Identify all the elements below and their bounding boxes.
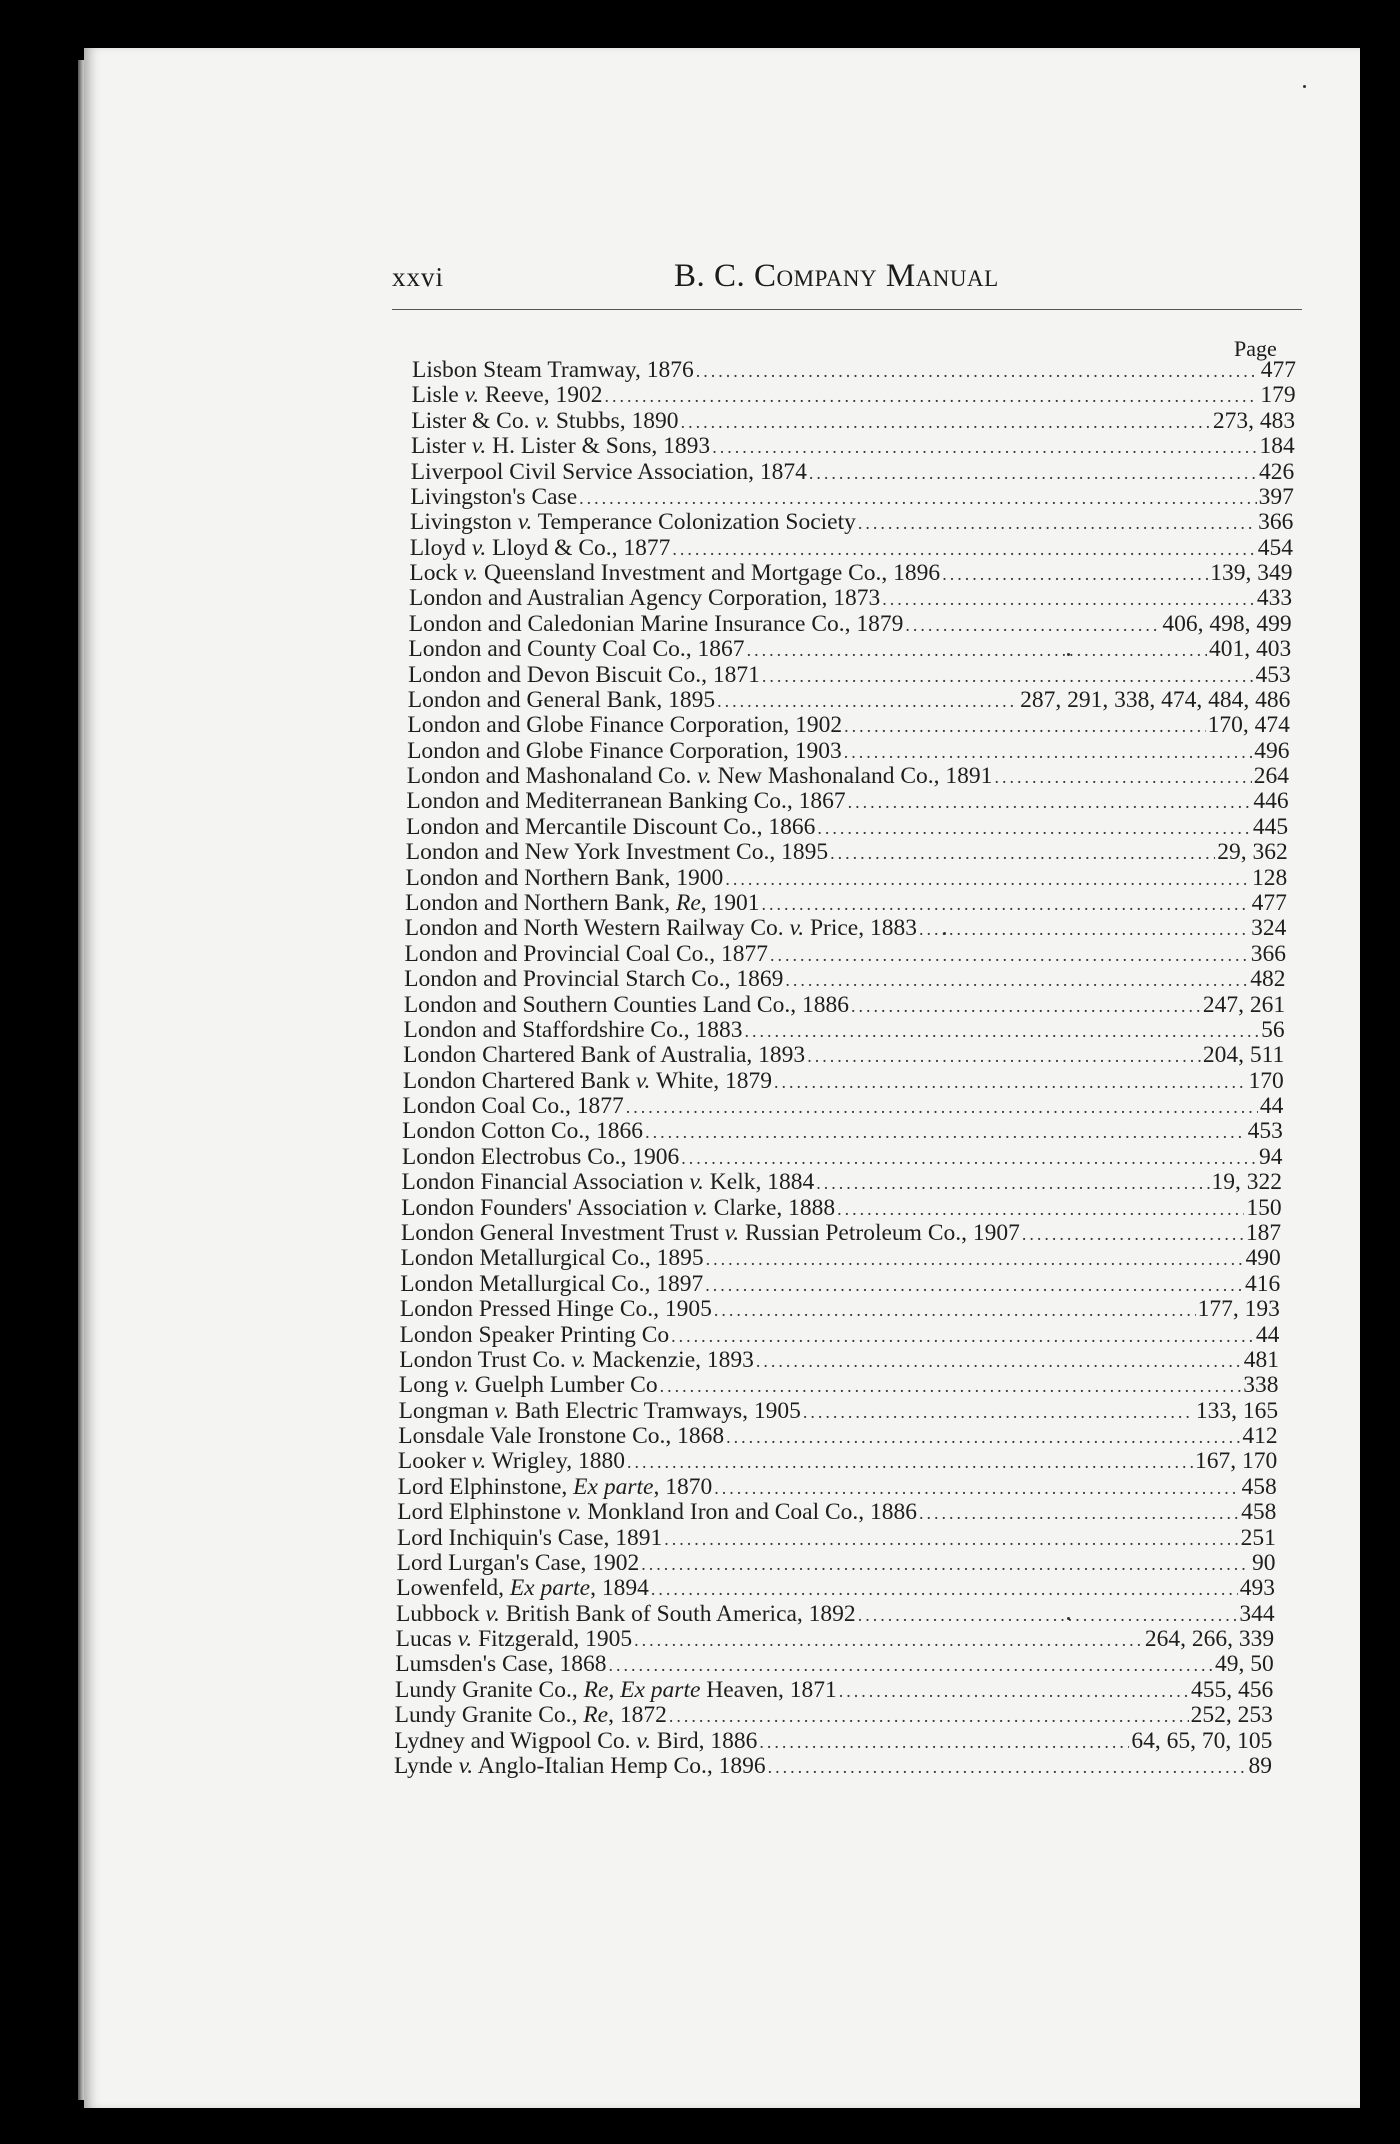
entry-name: London and Globe Finance Corporation, 1903 xyxy=(407,737,842,764)
running-title: B. C. Company Manual xyxy=(674,258,999,294)
entry-name: London and Devon Biscuit Co., 1871 xyxy=(408,661,760,688)
entry-name: London Speaker Printing Co xyxy=(399,1321,670,1348)
entry-pages: 187 xyxy=(1245,1219,1282,1246)
entry-pages: 89 xyxy=(1248,1753,1272,1779)
entry-pages: 397 xyxy=(1258,483,1294,510)
scan-border xyxy=(1360,48,1400,2108)
entry-pages: 366 xyxy=(1258,509,1294,536)
entry-name: London and County Coal Co., 1867 xyxy=(408,636,745,663)
book-page xyxy=(84,48,1360,2108)
entry-pages: 401, 403 xyxy=(1208,636,1292,663)
entry-name: London Chartered Bank v. White, 1879 xyxy=(402,1067,772,1094)
entry-pages: 179 xyxy=(1260,382,1296,409)
entry-pages: 184 xyxy=(1259,433,1295,460)
entry-name: Lubbock v. British Bank of South America, 1892 xyxy=(395,1600,856,1627)
entry-name: Lord Elphinstone, Ex parte, 1870 xyxy=(397,1473,713,1500)
page-header xyxy=(392,258,1032,308)
entry-pages: 204, 511 xyxy=(1202,1042,1285,1069)
entry-name: London and Mediterranean Banking Co., 1867 xyxy=(406,788,846,815)
entry-name: London and Caledonian Marine Insurance Co., 1879 xyxy=(408,610,904,637)
entry-pages: 406, 498, 499 xyxy=(1162,610,1292,637)
entry-name: London and Provincial Coal Co., 1877 xyxy=(404,940,769,967)
entry-name: London and Southern Counties Land Co., 1886 xyxy=(403,991,849,1018)
entry-pages: 251 xyxy=(1240,1524,1276,1551)
entry-name: Longman v. Bath Electric Tramways, 1905 xyxy=(398,1397,801,1424)
header-rule xyxy=(392,309,1302,310)
entry-name: Lumsden's Case, 1868 xyxy=(395,1651,607,1678)
entry-pages: 167, 170 xyxy=(1194,1448,1278,1475)
entry-name: London Chartered Bank of Australia, 1893 xyxy=(403,1042,806,1069)
entry-pages: 458 xyxy=(1241,1499,1277,1526)
entry-pages: 454 xyxy=(1257,534,1293,561)
entry-pages: 170, 474 xyxy=(1207,712,1290,739)
entry-pages: 366 xyxy=(1250,940,1286,967)
entry-name: London and North Western Railway Co. v. Price, 1883 xyxy=(404,915,917,942)
entry-name: London and New York Investment Co., 1895 xyxy=(405,839,829,866)
entry-name: Lowenfeld, Ex parte, 1894 xyxy=(396,1575,649,1602)
page-column-heading: Page xyxy=(1234,336,1277,361)
entry-name: London Coal Co., 1877 xyxy=(402,1093,624,1120)
entry-pages: 493 xyxy=(1239,1575,1276,1602)
entry-name: Lloyd v. Lloyd & Co., 1877 xyxy=(409,534,671,561)
entry-pages: 455, 456 xyxy=(1191,1676,1274,1703)
entry-pages: 426 xyxy=(1259,458,1295,485)
entry-pages: 64, 65, 70, 105 xyxy=(1131,1727,1273,1754)
entry-pages: 139, 349 xyxy=(1210,560,1293,587)
entry-name: Lock v. Queensland Investment and Mortgage Co., 1896 xyxy=(409,560,941,587)
entry-pages: 49, 50 xyxy=(1214,1651,1274,1678)
entry-name: Livingston v. Temperance Colonization Society xyxy=(410,509,856,536)
entry-pages: 416 xyxy=(1245,1270,1281,1297)
entry-name: London and Provincial Starch Co., 1869 xyxy=(404,966,784,993)
scan-speck xyxy=(1067,1617,1070,1620)
entry-name: London and Globe Finance Corporation, 1902 xyxy=(407,712,843,739)
entry-pages: 177, 193 xyxy=(1197,1296,1280,1323)
entry-name: Lynde v. Anglo-Italian Hemp Co., 1896 xyxy=(394,1753,766,1779)
page-number: xxvi xyxy=(392,262,445,292)
entry-pages: 133, 165 xyxy=(1195,1397,1279,1424)
entry-pages: 338 xyxy=(1243,1372,1279,1399)
entry-name: Lonsdale Vale Ironstone Co., 1868 xyxy=(398,1423,725,1450)
entry-pages: 481 xyxy=(1243,1346,1279,1373)
entry-name: London and General Bank, 1895 xyxy=(407,686,716,713)
entry-name: London and Staffordshire Co., 1883 xyxy=(403,1016,743,1043)
entry-pages: 287, 291, 338, 474, 484, 486 xyxy=(1020,686,1291,713)
entry-pages: 496 xyxy=(1254,737,1290,764)
entry-pages: 128 xyxy=(1252,864,1288,891)
entry-name: London Financial Association v. Kelk, 1884 xyxy=(401,1169,815,1196)
entry-pages: 482 xyxy=(1250,966,1286,993)
entry-name: London and Mashonaland Co. v. New Mashonaland Co., 1891 xyxy=(406,763,993,790)
entry-name: London and Northern Bank, Re, 1901 xyxy=(405,890,760,917)
entry-name: London Pressed Hinge Co., 1905 xyxy=(399,1296,712,1323)
entry-pages: 264 xyxy=(1253,763,1289,790)
entry-name: London Founders' Association v. Clarke, 1888 xyxy=(401,1194,836,1221)
entry-name: London Cotton Co., 1866 xyxy=(402,1118,644,1145)
entry-pages: 247, 261 xyxy=(1202,991,1286,1018)
entry-name: London Trust Co. v. Mackenzie, 1893 xyxy=(399,1346,754,1373)
entry-pages: 56 xyxy=(1261,1016,1285,1043)
entry-name: London General Investment Trust v. Russian Petroleum Co., 1907 xyxy=(400,1219,1020,1246)
scan-speck xyxy=(1303,85,1306,88)
entry-name: London Metallurgical Co., 1897 xyxy=(400,1270,704,1297)
entry-pages: 273, 483 xyxy=(1212,407,1296,434)
entry-name: London and Australian Agency Corporation, 1873 xyxy=(409,585,881,612)
entry-pages: 94 xyxy=(1258,1143,1283,1170)
entry-name: Liverpool Civil Service Association, 1874 xyxy=(410,458,807,485)
entry-name: London Metallurgical Co., 1895 xyxy=(400,1245,704,1272)
entry-pages: 19, 322 xyxy=(1211,1169,1283,1196)
entry-name: Lisle v. Reeve, 1902 xyxy=(411,382,603,409)
entry-name: Lydney and Wigpool Co. v. Bird, 1886 xyxy=(394,1727,758,1754)
entry-name: Lisbon Steam Tramway, 1876 xyxy=(412,357,694,383)
entry-name: London Electrobus Co., 1906 xyxy=(401,1143,680,1170)
entry-name: Looker v. Wrigley, 1880 xyxy=(397,1448,625,1475)
entry-name: London and Mercantile Discount Co., 1866 xyxy=(406,813,816,840)
scan-speck xyxy=(1067,653,1070,656)
entry-pages: 44 xyxy=(1255,1321,1280,1348)
entry-pages: 453 xyxy=(1255,661,1291,688)
entry-pages: 446 xyxy=(1253,788,1289,815)
entry-pages: 490 xyxy=(1245,1245,1281,1272)
entry-name: London and Northern Bank, 1900 xyxy=(405,864,724,891)
entry-name: Long v. Guelph Lumber Co xyxy=(398,1372,658,1399)
entry-name: Lord Elphinstone v. Monkland Iron and Coal Co., 1886 xyxy=(397,1499,918,1526)
entry-pages: 324 xyxy=(1251,915,1287,942)
entry-pages: 170 xyxy=(1248,1067,1284,1094)
entry-name: Lister & Co. v. Stubbs, 1890 xyxy=(411,407,679,434)
entry-pages: 90 xyxy=(1251,1549,1276,1576)
entry-name: Lister v. H. Lister & Sons, 1893 xyxy=(411,433,711,460)
entry-pages: 412 xyxy=(1242,1423,1278,1450)
entry-pages: 458 xyxy=(1241,1473,1277,1500)
entry-pages: 252, 253 xyxy=(1190,1702,1273,1729)
entry-pages: 150 xyxy=(1246,1194,1282,1221)
entry-pages: 29, 362 xyxy=(1217,839,1288,866)
entry-name: Lundy Granite Co., Re, Ex parte Heaven, 1871 xyxy=(394,1676,837,1703)
entry-pages: 477 xyxy=(1260,357,1296,383)
entry-name: Lord Inchiquin's Case, 1891 xyxy=(396,1524,663,1551)
entry-pages: 344 xyxy=(1239,1600,1275,1627)
entry-name: Lucas v. Fitzgerald, 1905 xyxy=(395,1626,633,1653)
entry-name: Lord Lurgan's Case, 1902 xyxy=(396,1549,640,1576)
entry-pages: 477 xyxy=(1251,890,1287,917)
entry-pages: 264, 266, 339 xyxy=(1144,1626,1275,1653)
entry-name: Lundy Granite Co., Re, 1872 xyxy=(394,1702,667,1729)
scan-speck xyxy=(943,932,946,935)
entry-pages: 453 xyxy=(1247,1118,1283,1145)
entry-name: Livingston's Case xyxy=(410,483,578,510)
entry-pages: 445 xyxy=(1252,813,1289,840)
entry-pages: 44 xyxy=(1259,1093,1284,1120)
entry-pages: 433 xyxy=(1256,585,1293,612)
